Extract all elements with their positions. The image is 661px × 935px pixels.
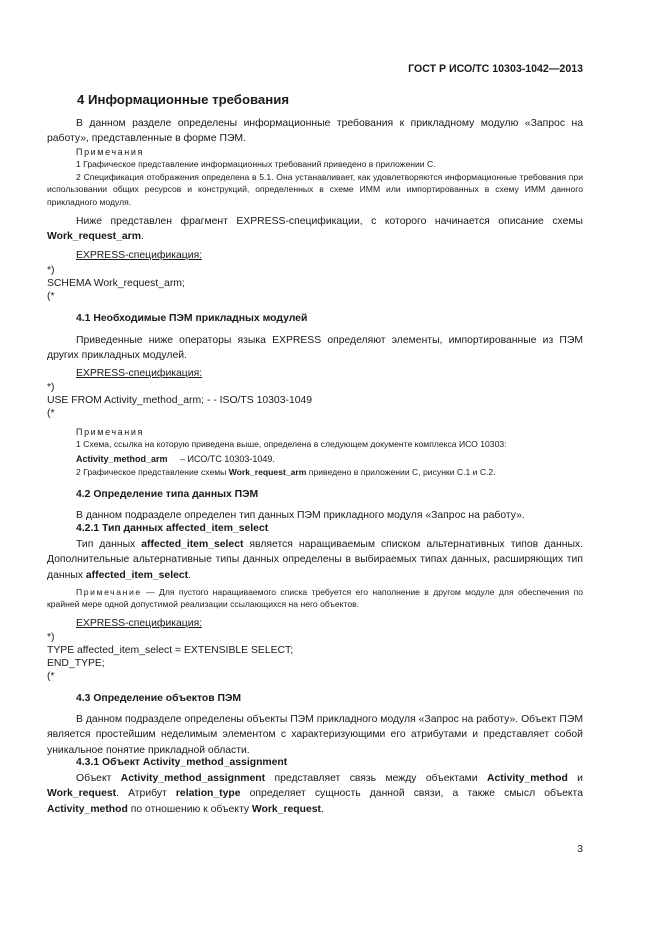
code-line: USE FROM Activity_method_arm; - - ISO/TS 10303-1049 [47, 395, 313, 406]
section-4-2-1-text: Тип данных affected_item_select является наращиваемым списком альтернативных типов данных. Дополнительные альтернативные типы данных определены в выбираемых типах данных, расширяющих тип данных affected_item_select. [47, 539, 584, 581]
section-4-2-title: 4.2 Определение типа данных ПЭМ [76, 489, 259, 500]
code-line: *) [47, 265, 55, 276]
code-line: SCHEMA Work_request_arm; [47, 278, 185, 289]
code-line: END_TYPE; [47, 658, 105, 669]
express-intro: Ниже представлен фрагмент EXPRESS-спецификации, с которого начинается описание схемы Work_request_arm. [47, 216, 583, 243]
page-number: 3 [577, 844, 583, 855]
section-4-1-text: Приведенные ниже операторы языка EXPRESS определяют элементы, импортированные из ПЭМ других прикладных модулей. [47, 335, 583, 362]
section-4-title: 4 Информационные требования [77, 92, 290, 107]
code-line: (* [47, 291, 55, 302]
section-4-intro: В данном разделе определены информационные требования к прикладному модулю «Запрос на работу», представленные в форме ПЭМ. [47, 118, 583, 145]
express-label: EXPRESS-спецификация: [76, 250, 203, 261]
note-1-reference: Activity_method_arm – ИСО/ТС 10303-1049. [76, 454, 275, 464]
notes-title: Примечания [76, 427, 144, 437]
notes-title: Примечания [76, 147, 144, 157]
section-4-1-title: 4.1 Необходимые ПЭМ прикладных модулей [76, 313, 308, 324]
document-header: ГОСТ Р ИСО/ТС 10303-1042—2013 [408, 63, 583, 75]
section-4-3-title: 4.3 Определение объектов ПЭМ [76, 693, 242, 704]
note-2: 2 Спецификация отображения определена в 5.1. Она устанавливает, как удовлетворяются информационные требования при использовании общих ресурсов и конструкций, определенных в схеме ИММ или импортированных в схему ИММ данного прикладного модуля. [47, 172, 583, 207]
section-4-3-1-text: Объект Activity_method_assignment представляет связь между объектами Activity_method и Work_request. Атрибут relation_type определяет сущность данной связи, а также смысл объекта Activity_method по отношению к объекту Work_request. [47, 773, 583, 815]
note-1: 1 Графическое представление информационных требований приведено в приложении С. [76, 159, 436, 169]
code-line: (* [47, 671, 55, 682]
express-label: EXPRESS-спецификация: [76, 618, 203, 629]
code-line: *) [47, 632, 55, 643]
express-label: EXPRESS-спецификация: [76, 368, 203, 379]
section-4-3-1-title: 4.3.1 Объект Activity_method_assignment [76, 757, 288, 768]
note-2: 2 Графическое представление схемы Work_request_arm приведено в приложении С, рисунки С.1 и С.2. [76, 467, 496, 477]
section-4-2-text: В данном подразделе определен тип данных ПЭМ прикладного модуля «Запрос на работу». [76, 510, 525, 521]
section-4-2-1-title: 4.2.1 Тип данных affected_item_select [76, 523, 269, 534]
section-4-3-text: В данном подразделе определены объекты ПЭМ прикладного модуля «Запрос на работу». Объект ПЭМ является простейшим неделимым элементом с характеризующими его атрибутами и представляет собой уникальное понятие прикладной области. [47, 714, 583, 756]
code-line: (* [47, 408, 55, 419]
note: Примечание — Для пустого наращиваемого списка требуется его наполнение в другом модуле для обеспечения по крайней мере одной допустимой реализации ссылающихся на него объектов. [47, 587, 583, 610]
code-line: *) [47, 382, 55, 393]
code-line: TYPE affected_item_select = EXTENSIBLE SELECT; [47, 645, 294, 656]
note-1: 1 Схема, ссылка на которую приведена выше, определена в следующем документе комплекса ИСО 10303: [76, 439, 507, 449]
